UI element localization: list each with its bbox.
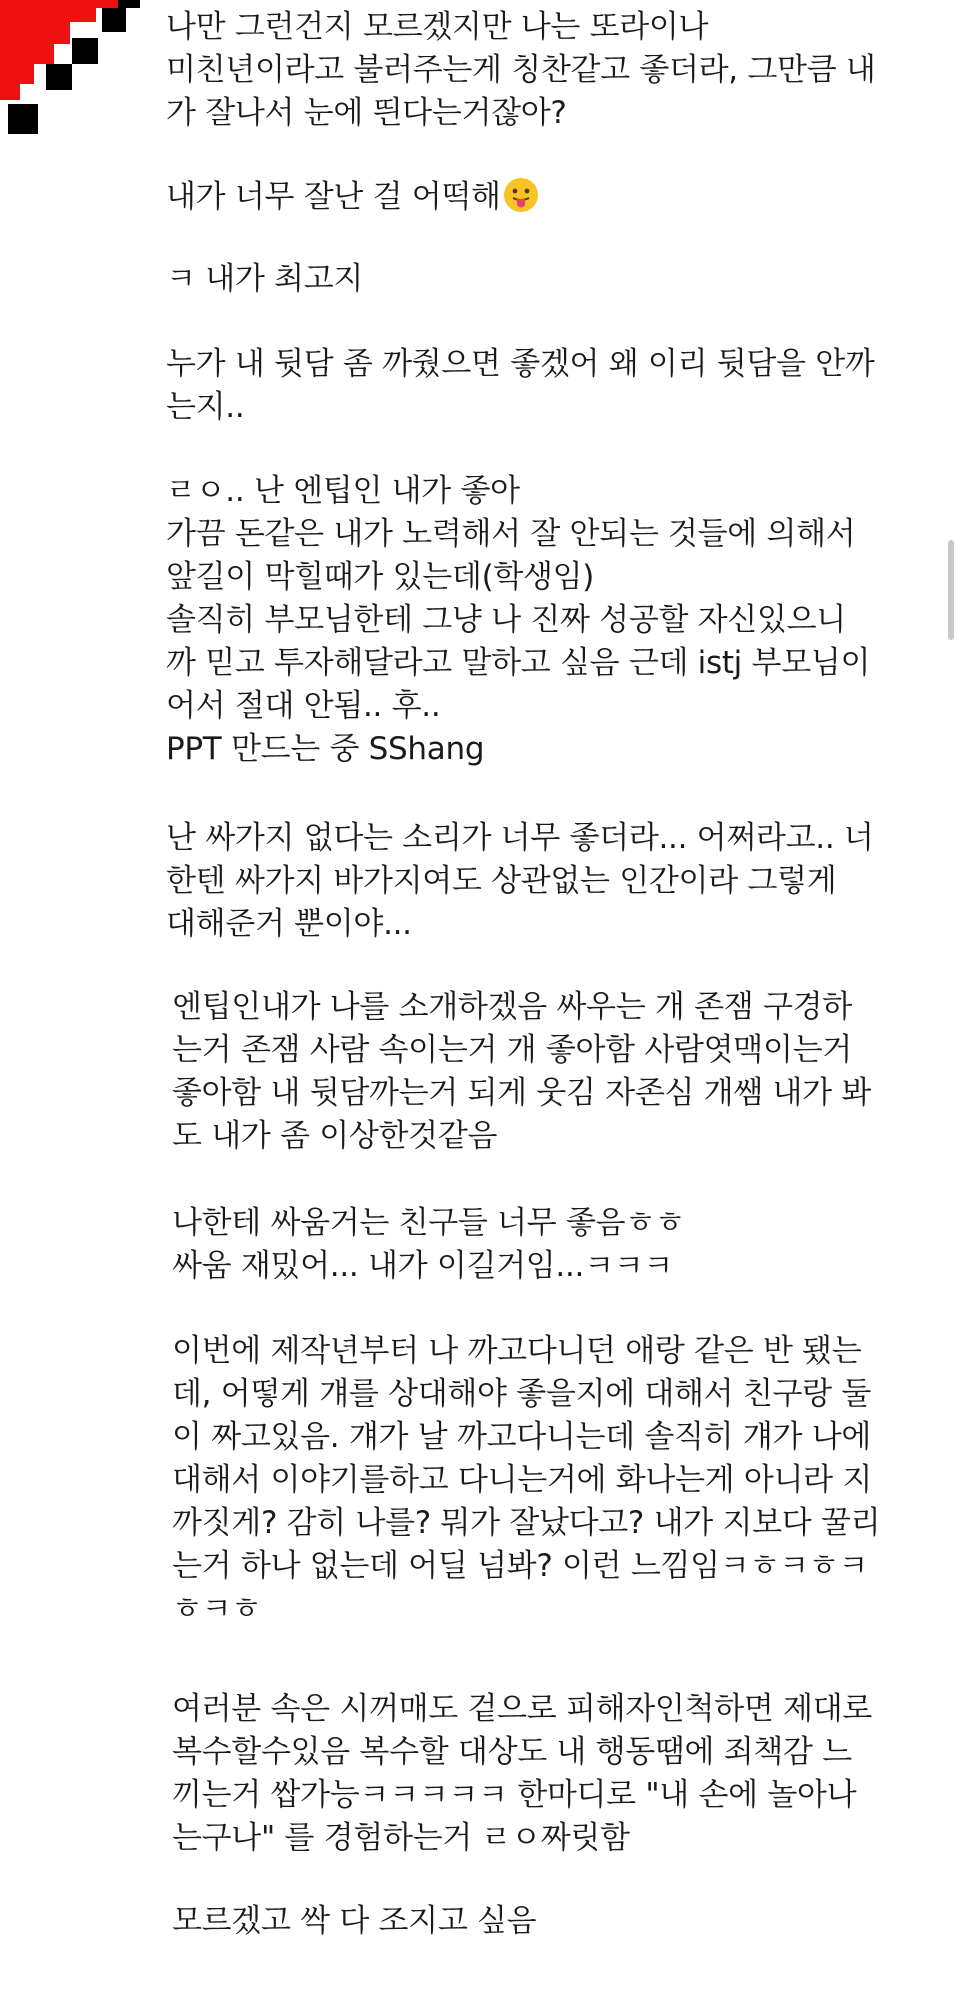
post-text-6: 난 싸가지 없다는 소리가 너무 좋더라... 어쩌라고.. 너 한텐 싸가지 바가지여도 상관없는 인간이라 그렇게 대해준거 뿐이야... <box>166 820 874 942</box>
post-text-10: 여러분 속은 시꺼매도 겉으로 피해자인척하면 제대로 복수할수있음 복수할 대상도 내 행동땜에 죄책감 느 끼는거 쌉가능ㅋㅋㅋㅋㅋ 한마디로 "내 손에 놀아나 는구나" 를 경험하는거 ㄹㅇ짜릿함 <box>172 1691 872 1856</box>
post-text-3: ㅋ 내가 최고지 <box>166 261 363 297</box>
pixel-heart-icon <box>0 0 140 140</box>
post-text-2 <box>166 176 539 225</box>
post-text-9: 이번에 제작년부터 나 까고다니던 애랑 같은 반 됐는 데, 어떻게 걔를 상대해야 좋을지에 대해서 친구랑 둘 이 짜고있음. 걔가 날 까고다니는데 솔직히 걔가 나에 대해서 이야기를하고 다니는거에 화나는게 아니라 지 까짓게? 감히 나를? 뭐가 잘났다고? 내가 지보다 꿀리 는거 하나 없는데 어딜 넘봐? 이런 느낌임ㅋㅎㅋㅎㅋ ㅎㅋㅎ <box>172 1333 881 1627</box>
scrollbar[interactable] <box>948 540 954 640</box>
tongue-out-face-icon <box>503 177 539 225</box>
post-text-8: 나한테 싸움거는 친구들 너무 좋음ㅎㅎ 싸움 재밌어... 내가 이길거임...ㅋㅋㅋ <box>172 1205 685 1284</box>
avatar[interactable] <box>0 0 140 140</box>
post-text-5: ㄹㅇ.. 난 엔팁인 내가 좋아 가끔 돈같은 내가 노력해서 잘 안되는 것들에 의해서 앞길이 막힐때가 있는데(학생임) 솔직히 부모님한테 그냥 나 진짜 성공할 자신있으니 까 믿고 투자해달라고 말하고 싶음 근데 istj 부모님이 어서 절대 안됨.. 후.. PPT 만드는 중 SShang <box>166 473 871 767</box>
post-text-1: 나만 그런건지 모르겠지만 나는 또라이나 미친년이라고 불러주는게 칭찬같고 좋더라, 그만큼 내 가 잘나서 눈에 띈다는거잖아? <box>166 9 876 131</box>
post-text-7: 엔팁인내가 나를 소개하겠음 싸우는 개 존잼 구경하 는거 존잼 사람 속이는거 개 좋아함 사람엿맥이는거 좋아함 내 뒷담까는거 되게 웃김 자존심 개쌤 내가 봐 도 내가 좀 이상한것같음 <box>172 989 871 1154</box>
post-text-4: 누가 내 뒷담 좀 까줬으면 좋겠어 왜 이리 뒷담을 안까 는지.. <box>166 346 875 425</box>
post-text-11: 모르겠고 싹 다 조지고 싶음 <box>172 1903 537 1939</box>
post-text-2-body: 내가 너무 잘난 걸 어떡해 <box>166 179 501 215</box>
